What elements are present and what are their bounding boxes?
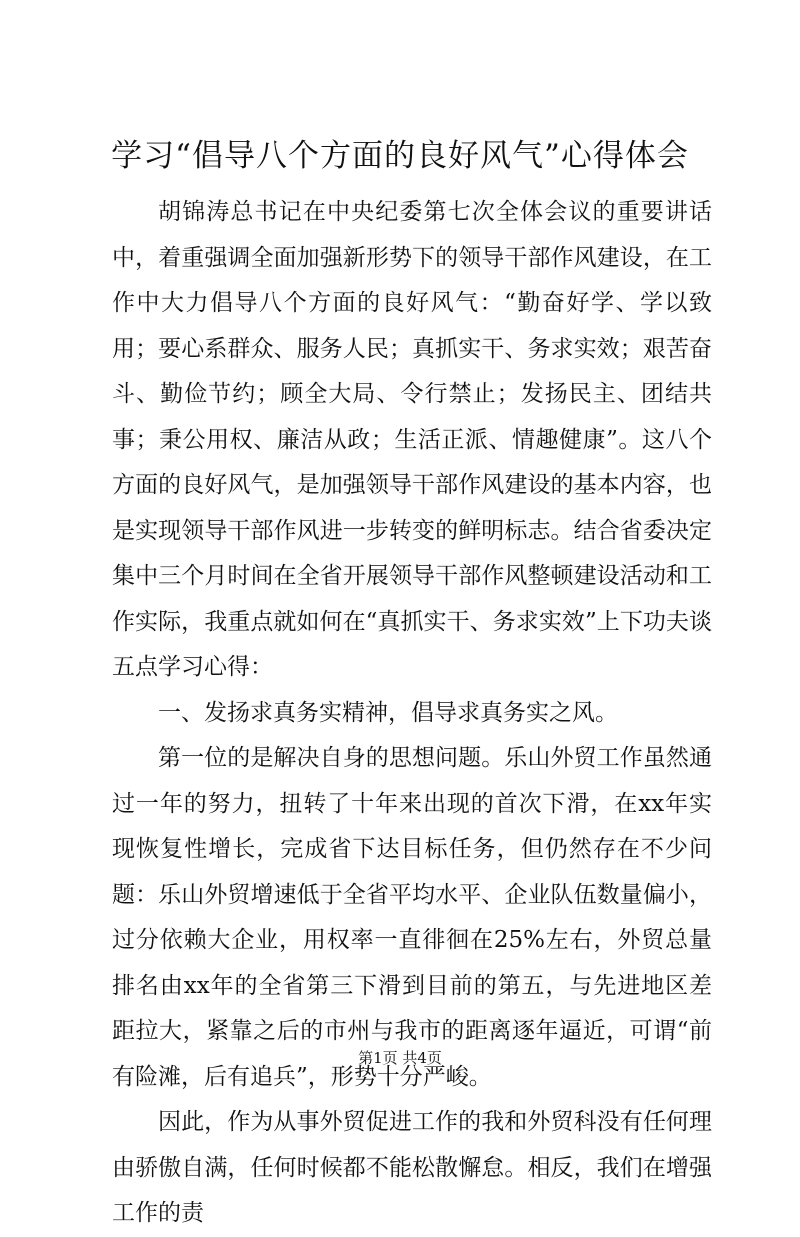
paragraph-therefore: 因此，作为从事外贸促进工作的我和外贸科没有任何理由骄傲自满，任何时候都不能松散懈怠。相反，我们在增强工作的责 [112,1109,712,1226]
paragraph-section-heading: 一、发扬求真务实精神，倡导求真务实之风。 [158,699,618,726]
paragraph-intro: 胡锦涛总书记在中央纪委第七次全体会议的重要讲话中，着重强调全面加强新形势下的领导干部作风建设，在工作中大力倡导八个方面的良好风气：“勤奋好学、学以致用；要心系群众、服务人民；真抓实干、务求实效；艰苦奋斗、勤俭节约；顾全大局、令行禁止；发扬民主、团结共事；秉公用权、廉洁从政；生活正派、情趣健康”。这八个方面的良好风气，是加强领导干部作风建设的基本内容，也是实现领导干部作风进一步转变的鲜明标志。结合省委决定集中三个月时间在全省开展领导干部作风整顿建设活动和工作实际，我重点就如何在“真抓实干、务求实效”上下功夫谈五点学习心得： [112,199,712,680]
document-body [112,190,712,1237]
paragraph-first-point: 第一位的是解决自身的思想问题。乐山外贸工作虽然通过一年的努力，扭转了十年来出现的首次下滑，在xx年实现恢复性增长，完成省下达目标任务，但仍然存在不少问题：乐山外贸增速低于全省平均水平、企业队伍数量偏小，过分依赖大企业，用权率一直徘徊在25%左右，外贸总量排名由xx年的全省第三下滑到目前的第五，与先进地区差距拉大，紧靠之后的市州与我市的距离逐年逼近，可谓“前有险滩，后有追兵”，形势十分严峻。 [112,745,712,1090]
document-title: 学习“倡导八个方面的良好风气”心得体会 [111,138,689,174]
page-footer: 第1页 共4页 [358,1049,442,1067]
